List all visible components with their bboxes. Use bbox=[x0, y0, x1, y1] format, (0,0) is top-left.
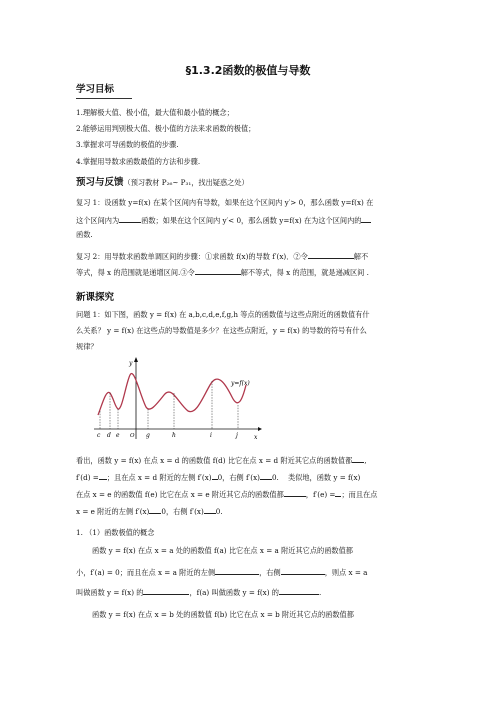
point-label-i: i bbox=[210, 432, 212, 439]
observe-text-g: 在点 x = e 的函数值 f(e) 比它在点 x = e 附近其它点的函数值都 bbox=[76, 490, 284, 499]
answer-blank[interactable] bbox=[143, 586, 189, 595]
review2-line1 bbox=[76, 250, 422, 262]
concept-text-d: 叫做函数 y = f(x) 的 bbox=[76, 588, 144, 597]
answer-blank[interactable] bbox=[215, 566, 259, 575]
answer-blank[interactable] bbox=[195, 266, 241, 275]
observe-line4 bbox=[76, 505, 422, 517]
point-label-d: d bbox=[107, 432, 111, 439]
answer-blank[interactable] bbox=[119, 214, 141, 223]
concept-line4: 函数 y = f(x) 在点 x = b 处的函数值 f(b) 比它在点 x = b 附近其它点的函数值都 bbox=[92, 610, 354, 619]
answer-blank[interactable] bbox=[279, 586, 322, 597]
question1-line3: 规律？ bbox=[76, 342, 98, 351]
point-label-g: g bbox=[146, 432, 150, 439]
observe-text-f: 类似地，函数 y = f(x) bbox=[287, 473, 361, 482]
x-axis-arrow bbox=[258, 427, 262, 431]
objective-item: 2.能够运用判别极大值、极小值的方法来求函数的极值； bbox=[76, 124, 256, 133]
review1-text-a: 这个区间内为 bbox=[76, 216, 120, 225]
point-label-j: j bbox=[236, 432, 238, 439]
objective-item: 3.掌握求可导函数的极值的步骤. bbox=[76, 140, 179, 149]
observe-text-d: 0，右侧 f′(x) bbox=[217, 473, 260, 482]
observe-text-h: ，f′(e) = bbox=[305, 490, 336, 499]
x-axis-label: x bbox=[254, 434, 258, 441]
observe-text-a: 看出，函数 y = f(x) 在点 x = d 的函数值 f(d) 比它在点 x = d 附近其它点的函数值都 bbox=[76, 456, 353, 465]
review1-line2 bbox=[76, 214, 422, 226]
observe-text-e: 0. bbox=[271, 473, 279, 482]
answer-blank[interactable] bbox=[99, 471, 107, 480]
concept-heading: 1. （1）函数极值的概念 bbox=[76, 528, 155, 537]
origin-label: O bbox=[130, 433, 135, 439]
concept-line3 bbox=[76, 586, 422, 598]
observe-text-l: 0. bbox=[215, 507, 223, 516]
objective-item: 1.理解极大值、极小值，最大值和最小值的概念； bbox=[76, 108, 234, 117]
y-axis-label: y bbox=[129, 360, 133, 367]
objectives-heading: 学习目标 bbox=[76, 84, 115, 95]
observe-line3 bbox=[76, 488, 422, 500]
concept-text-e: ，f(a) 叫做函数 y = f(x) 的 bbox=[189, 588, 279, 597]
function-graph bbox=[92, 355, 262, 445]
answer-blank[interactable] bbox=[204, 505, 216, 514]
review2-line2 bbox=[76, 266, 422, 278]
new-lesson-heading: 新课探究 bbox=[76, 292, 115, 303]
concept-line2 bbox=[76, 566, 422, 578]
review2-text-b: 解不 bbox=[353, 252, 369, 261]
observe-text-j: x = e 附近的左侧 f′(x) bbox=[76, 507, 150, 516]
answer-blank[interactable] bbox=[284, 488, 306, 497]
review2-text-d: 解不等式，得 x 的范围，就是递减区间 . bbox=[240, 268, 369, 277]
answer-blank[interactable] bbox=[149, 505, 161, 514]
observe-text-k: 0，右侧 f′(x) bbox=[161, 507, 204, 516]
concept-text-a: 小，f′(a) = 0；而且在点 x = a 附近的左侧 bbox=[76, 568, 216, 577]
concept-text-f: . bbox=[319, 588, 322, 597]
curve bbox=[98, 374, 246, 415]
answer-blank[interactable] bbox=[260, 471, 272, 480]
question1-line1: 问题 1：如下图，函数 y = f(x) 在 a,b,c,d,e,f,g,h 等点的函数值与这些点附近的函数值有什 bbox=[76, 310, 370, 319]
curve-label: y=f(x) bbox=[231, 380, 250, 387]
concept-text-c: ，则点 x = a bbox=[324, 568, 368, 577]
question1-line2: 么关系？ y = f(x) 在这些点的导数值是多少？在这些点附近，y = f(x) 的导数的符号有什么 bbox=[76, 326, 367, 335]
heading-underline bbox=[76, 98, 132, 99]
review2-text-c: 等式，得 x 的范围就是递增区间.③令 bbox=[76, 268, 195, 277]
point-label-c: c bbox=[97, 432, 101, 439]
review1-line3: 函数. bbox=[76, 230, 93, 239]
observe-line1: 看出，函数 y = f(x) 在点 x = d 的函数值 f(d) 比它在点 x = d 附近其它点的函数值都 , bbox=[76, 456, 367, 465]
preview-heading bbox=[76, 178, 422, 188]
y-axis-arrow bbox=[134, 357, 138, 362]
answer-blank[interactable] bbox=[352, 454, 364, 463]
observe-text-c: ；且在点 x = d 附近的左侧 f′(x) bbox=[106, 473, 212, 482]
review1-text-b: 函数；如果在这个区间内 y′< 0，那么函数 y=f(x) 在为这个区间内的 bbox=[141, 216, 362, 225]
review1-line1: 复习 1：设函数 y=f(x) 在某个区间内有导数，如果在这个区间内 y′> 0，那么函数 y=f(x) 在 bbox=[76, 198, 374, 207]
objective-item: 4.掌握用导数求函数最值的方法和步骤. bbox=[76, 157, 201, 166]
page-title: §1.3.2函数的极值与导数 bbox=[185, 64, 311, 77]
observe-line2 bbox=[76, 471, 422, 483]
preview-heading-text: 预习与反馈 bbox=[76, 177, 124, 188]
concept-text-b: ，右侧 bbox=[259, 568, 281, 577]
answer-blank[interactable] bbox=[361, 214, 371, 223]
observe-text-b: f′(d) = bbox=[76, 473, 99, 482]
concept-line1: 函数 y = f(x) 在点 x = a 处的函数值 f(a) 比它在点 x = a 附近其它点的函数值都 bbox=[92, 546, 353, 555]
point-label-h: h bbox=[172, 432, 176, 439]
preview-note: （预习教材 P₂₆~ P₃₁，找出疑惑之处） bbox=[123, 178, 249, 187]
answer-blank[interactable] bbox=[281, 566, 325, 575]
point-label-e: e bbox=[116, 432, 120, 439]
observe-text-i: ；而且在点 bbox=[341, 490, 378, 499]
review2-text-a: 复习 2：用导数求函数单调区间的步骤：①求函数 f(x)的导数 f′(x)．②令 bbox=[76, 252, 308, 261]
answer-blank[interactable] bbox=[308, 250, 354, 259]
